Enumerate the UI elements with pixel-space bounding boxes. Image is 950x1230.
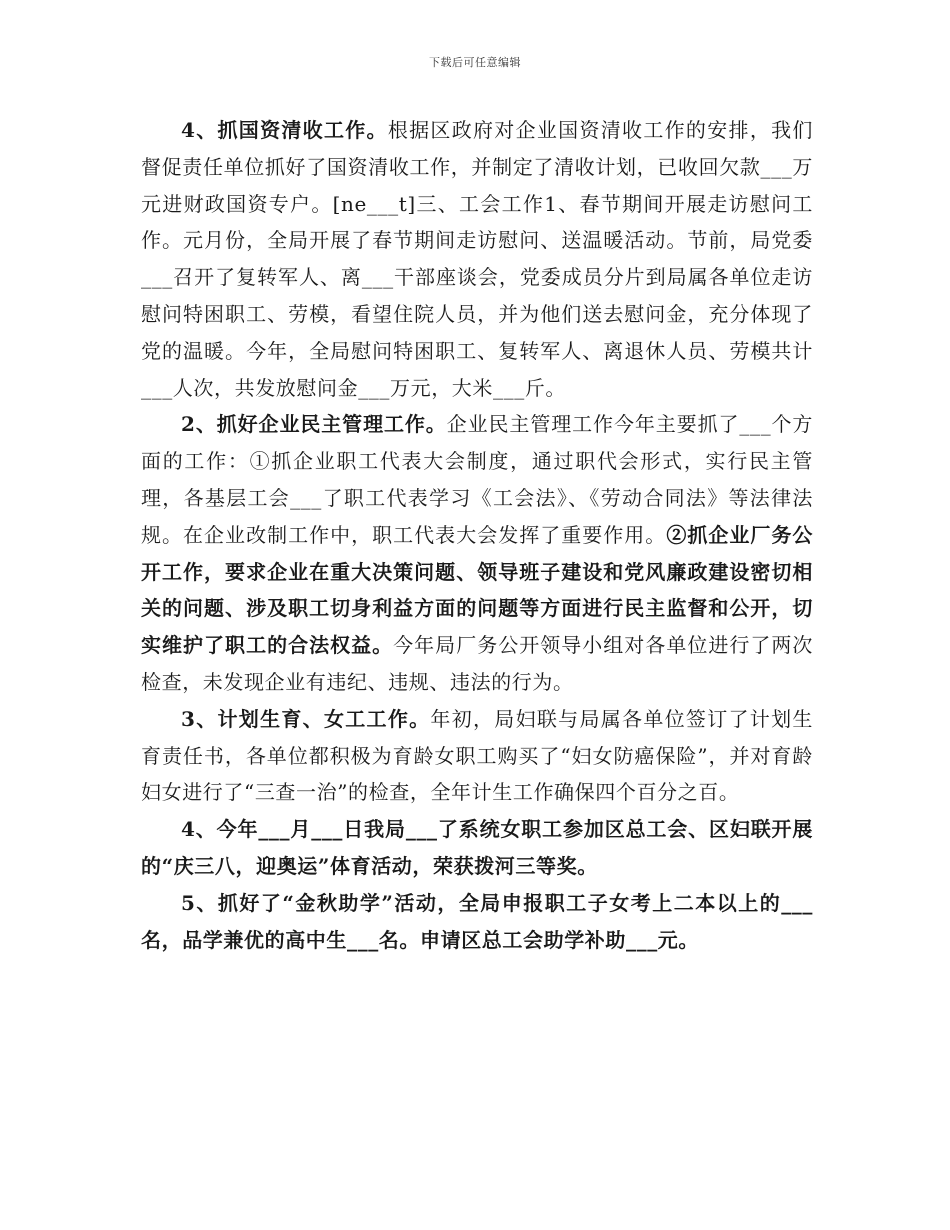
paragraph-heading: 3、计划生育、女工工作。 xyxy=(181,706,431,731)
paragraph-democratic-management xyxy=(141,406,813,700)
paragraph-text: 年初，局妇联与局属各单位签订了计划生育责任书，各单位都积极为育龄女职工购买了“妇女防癌保险”，并对育龄妇女进行了“三查一治”的检查，全年计生工作确保四个百分之百。 xyxy=(141,706,813,805)
paragraph-text: 今年局厂务公开领导小组对各单位进行了两次检查，未发现企业有违纪、违规、违法的行为。 xyxy=(141,633,813,694)
paragraph-student-aid: 5、抓好了“金秋助学”活动，全局申报职工子女考上二本以上的___名，品学兼优的高中生___名。申请区总工会助学补助___元。 xyxy=(141,890,813,952)
document-body xyxy=(141,112,813,958)
paragraph-family-planning xyxy=(141,701,813,811)
paragraph-bold-text: ②抓企业厂务公开工作，要求企业在重大决策问题、领导班子建设和党风廉政建设密切相关的问题、涉及职工切身利益方面的问题等方面进行民主监督和公开，切实维护了职工的合法权益。 xyxy=(141,522,814,658)
page-header-note: 下载后可任意编辑 xyxy=(429,56,521,69)
paragraph-text: 根据区政府对企业国资清收工作的安排，我们督促责任单位抓好了国资清收工作，并制定了清收计划，已收回欠款___万元进财政国资专户。[ne___t]三、工会工作1、春节期间开展走访慰问工作。元月份，全局开展了春节期间走访慰问、送温暖活动。节前，局党委___召开了复转军人、离___干部座谈会，党委成员分片到局属各单位走访慰问特困职工、劳模，看望住院人员，并为他们送去慰问金，充分体现了党的温暖。今年，全局慰问特困职工、复转军人、离退休人员、劳模共计___人次，共发放慰问金___万元，大米___斤。 xyxy=(141,118,813,400)
paragraph-sports-activity: 4、今年___月___日我局___了系统女职工参加区总工会、区妇联开展的“庆三八，迎奥运”体育活动，荣获拨河三等奖。 xyxy=(141,817,813,878)
paragraph-text: 企业民主管理工作今年主要抓了___个方面的工作：①抓企业职工代表大会制度，通过职代会形式，实行民主管理，各基层工会___了职工代表学习《工会法》、《劳动合同法》等法律法规。在企业改制工作中，职工代表大会发挥了重要作用。 xyxy=(141,412,813,547)
paragraph-asset-recovery xyxy=(141,112,813,406)
paragraph-heading: 4、抓国资清收工作。 xyxy=(181,118,388,142)
paragraph-heading: 2、抓好企业民主管理工作。 xyxy=(181,412,447,437)
